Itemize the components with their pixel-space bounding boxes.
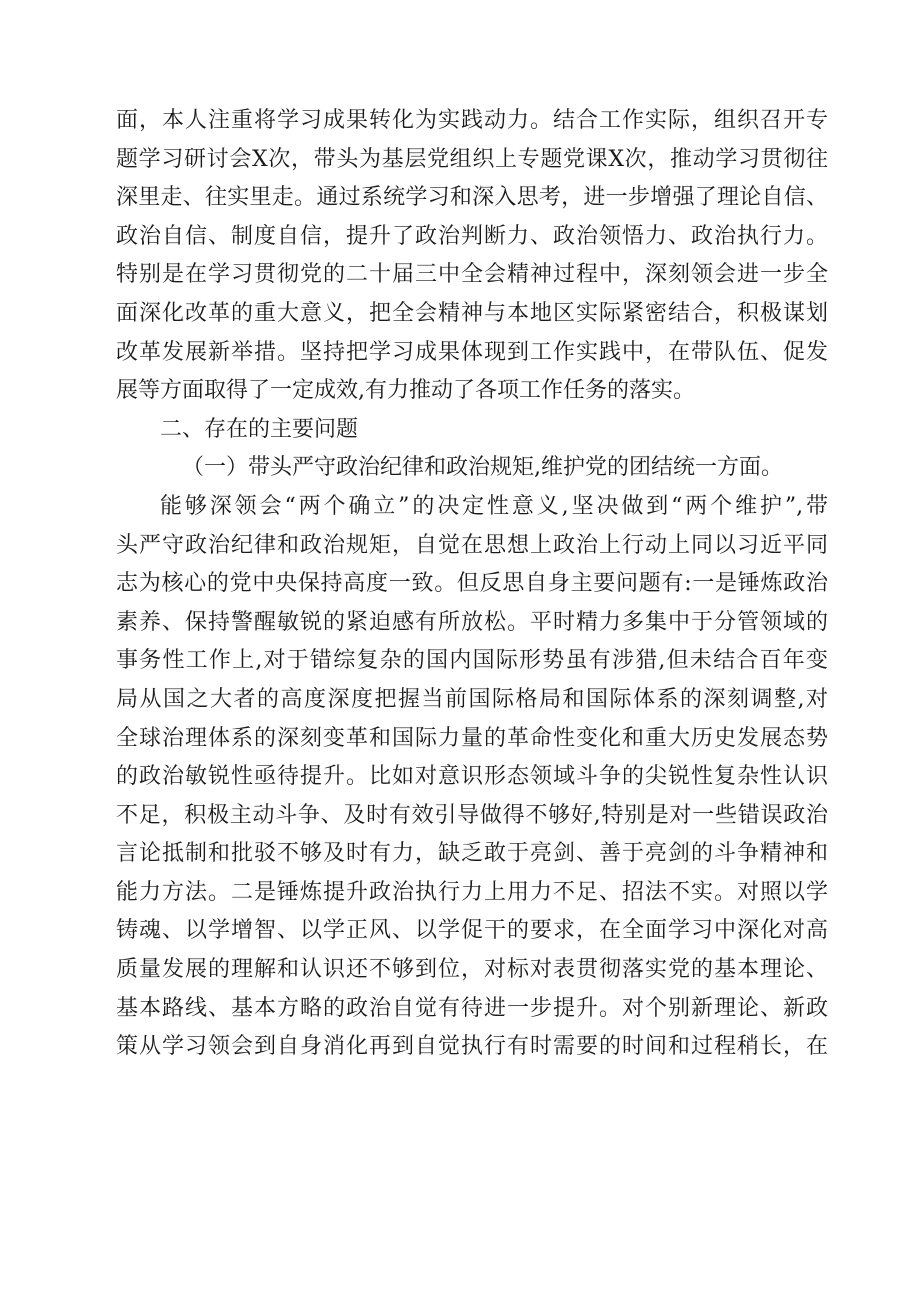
text-line: 题学习研讨会X次，带头为基层党组织上专题党课X次，推动学习贯彻往 (116, 146, 828, 172)
text-line: 事务性工作上,对于错综复杂的国内国际形势虽有涉猎,但未结合百年变 (116, 648, 828, 674)
text-line: 政治自信、制度自信，提升了政治判断力、政治领悟力、政治执行力。 (116, 223, 828, 249)
text-line: 展等方面取得了一定成效,有力推动了各项工作任务的落实。 (116, 378, 695, 404)
text-line: 言论抵制和批驳不够及时有力，缺乏敢于亮剑、善于亮剑的斗争精神和 (116, 841, 828, 867)
subsection-heading: （一）带头严守政治纪律和政治规矩,维护党的团结统一方面。 (182, 455, 783, 481)
text-line: 全球治理体系的深刻变革和国际力量的革命性变化和重大历史发展态势 (116, 725, 828, 751)
text-line: 基本路线、基本方略的政治自觉有待进一步提升。对个别新理论、新政 (116, 995, 828, 1021)
text-line: 策从学习领会到自身消化再到自觉执行有时需要的时间和过程稍长，在 (116, 1034, 828, 1060)
text-line: 局从国之大者的高度深度把握当前国际格局和国际体系的深刻调整,对 (116, 686, 828, 712)
text-line: 深里走、往实里走。通过系统学习和深入思考，进一步增强了理论自信、 (116, 185, 828, 211)
section-heading: 二、存在的主要问题 (160, 416, 359, 442)
text-line: 的政治敏锐性亟待提升。比如对意识形态领域斗争的尖锐性复杂性认识 (116, 764, 828, 790)
text-line: 志为核心的党中央保持高度一致。但反思自身主要问题有:一是锤炼政治 (116, 571, 828, 597)
paragraph-main (116, 488, 828, 1067)
text-line: 改革发展新举措。坚持把学习成果体现到工作实践中，在带队伍、促发 (116, 339, 828, 365)
text-line: 头严守政治纪律和政治规矩，自觉在思想上政治上行动上同以习近平同 (116, 532, 828, 558)
text-line: 特别是在学习贯彻党的二十届三中全会精神过程中，深刻领会进一步全 (116, 262, 828, 288)
text-line: 不足，积极主动斗争、及时有效引导做得不够好,特别是对一些错误政治 (116, 802, 828, 828)
text-line: 质量发展的理解和认识还不够到位，对标对表贯彻落实党的基本理论、 (116, 957, 828, 983)
text-line: 面深化改革的重大意义，把全会精神与本地区实际紧密结合，积极谋划 (116, 300, 828, 326)
text-line: 素养、保持警醒敏锐的紧迫感有所放松。平时精力多集中于分管领域的 (116, 609, 828, 635)
document-body (116, 102, 828, 1067)
paragraph-intro (116, 102, 828, 411)
text-line: 能力方法。二是锤炼提升政治执行力上用力不足、招法不实。对照以学 (116, 879, 828, 905)
text-line: 能够深领会“两个确立”的决定性意义,坚决做到“两个维护”,带 (160, 493, 828, 519)
text-line: 铸魂、以学增智、以学正风、以学促干的要求，在全面学习中深化对高 (116, 918, 828, 944)
text-line: 面，本人注重将学习成果转化为实践动力。结合工作实际，组织召开专 (116, 108, 828, 133)
